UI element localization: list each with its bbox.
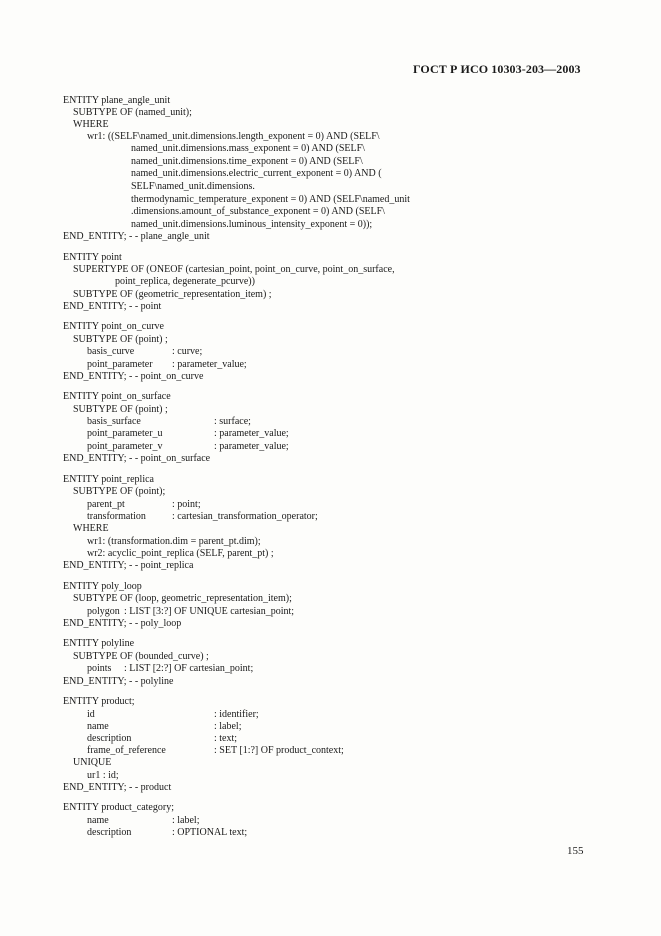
code-line: point_parameter_v: [87, 441, 163, 452]
code-line: transformation: [87, 511, 146, 522]
code-line-type: : curve;: [172, 346, 203, 357]
code-line: wr2: acyclic_point_replica (SELF, parent_pt) ;: [87, 548, 274, 559]
code-line: END_ENTITY; - - point_on_curve: [63, 371, 204, 382]
code-line: point_parameter: [87, 359, 153, 370]
code-line: basis_surface: [87, 416, 141, 427]
code-line-type: : LIST [3:?] OF UNIQUE cartesian_point;: [124, 606, 295, 617]
code-line: ENTITY point_on_surface: [63, 391, 171, 402]
code-line: UNIQUE: [73, 757, 112, 768]
code-line: point_parameter_u: [87, 428, 163, 439]
code-line: SUBTYPE OF (loop, geometric_representation_item);: [73, 593, 292, 604]
code-line: description: [87, 827, 132, 838]
code-line: WHERE: [73, 119, 109, 130]
code-line: SUPERTYPE OF (ONEOF (cartesian_point, point_on_curve, point_on_surface,: [73, 264, 395, 275]
code-line: id: [87, 709, 95, 720]
code-line: SUBTYPE OF (point);: [73, 486, 166, 497]
code-line: WHERE: [73, 523, 109, 534]
code-line: name: [87, 721, 109, 732]
code-line: named_unit.dimensions.time_exponent = 0) AND (SELF\: [131, 156, 363, 167]
code-line-type: : identifier;: [214, 709, 259, 720]
code-line: SUBTYPE OF (point) ;: [73, 334, 168, 345]
code-line: named_unit.dimensions.mass_exponent = 0) AND (SELF\: [131, 143, 365, 154]
code-line: ENTITY polyline: [63, 638, 135, 649]
code-line: wr1: (transformation.dim = parent_pt.dim);: [87, 536, 261, 547]
code-line: END_ENTITY; - - point_on_surface: [63, 453, 211, 464]
code-line: ENTITY point_replica: [63, 474, 154, 485]
code-line: END_ENTITY; - - point_replica: [63, 560, 194, 571]
code-line: named_unit.dimensions.electric_current_exponent = 0) AND (: [131, 168, 382, 179]
code-line: basis_curve: [87, 346, 135, 357]
code-line-type: : point;: [172, 499, 201, 510]
code-line: points: [87, 663, 112, 674]
code-line: polygon: [87, 606, 120, 617]
code-line-type: : label;: [214, 721, 242, 732]
code-line: SUBTYPE OF (geometric_representation_item) ;: [73, 289, 272, 300]
code-line-type: : OPTIONAL text;: [172, 827, 248, 838]
code-line-type: : SET [1:?] OF product_context;: [214, 745, 344, 756]
code-line-type: : surface;: [214, 416, 251, 427]
code-line: SUBTYPE OF (bounded_curve) ;: [73, 651, 209, 662]
code-line: END_ENTITY; - - product: [63, 782, 172, 793]
code-line-type: : parameter_value;: [214, 441, 289, 452]
code-line-type: : parameter_value;: [214, 428, 289, 439]
code-line: END_ENTITY; - - poly_loop: [63, 618, 182, 629]
code-line: ENTITY point_on_curve: [63, 321, 164, 332]
code-line-type: : cartesian_transformation_operator;: [172, 511, 318, 522]
code-line: END_ENTITY; - - polyline: [63, 676, 174, 687]
code-line: named_unit.dimensions.luminous_intensity_exponent = 0));: [131, 219, 373, 230]
code-line-type: : LIST [2:?] OF cartesian_point;: [124, 663, 254, 674]
code-line: parent_pt: [87, 499, 125, 510]
code-line: description: [87, 733, 132, 744]
code-line: END_ENTITY; - - point: [63, 301, 162, 312]
code-line: name: [87, 815, 109, 826]
code-line: ENTITY plane_angle_unit: [63, 95, 171, 106]
code-line: END_ENTITY; - - plane_angle_unit: [63, 231, 210, 242]
code-line: ENTITY point: [63, 252, 122, 263]
code-line: ur1 : id;: [87, 770, 119, 781]
code-line: SUBTYPE OF (point) ;: [73, 404, 168, 415]
code-line: ENTITY product;: [63, 696, 135, 707]
code-line: wr1: ((SELF\named_unit.dimensions.length_exponent = 0) AND (SELF\: [87, 131, 380, 142]
code-line: SELF\named_unit.dimensions.: [131, 181, 255, 192]
code-line-type: : label;: [172, 815, 200, 826]
code-line: ENTITY poly_loop: [63, 581, 142, 592]
code-line: frame_of_reference: [87, 745, 166, 756]
page-number: 155: [567, 845, 584, 857]
code-line: point_replica, degenerate_pcurve)): [115, 276, 255, 287]
code-line-type: : parameter_value;: [172, 359, 247, 370]
document-header: ГОСТ Р ИСО 10303-203—2003: [413, 62, 581, 76]
code-line: ENTITY product_category;: [63, 802, 174, 813]
code-line: SUBTYPE OF (named_unit);: [73, 107, 192, 118]
code-line: .dimensions.amount_of_substance_exponent = 0) AND (SELF\: [131, 206, 385, 217]
code-line: thermodynamic_temperature_exponent = 0) AND (SELF\named_unit: [131, 194, 410, 205]
code-line-type: : text;: [214, 733, 238, 744]
